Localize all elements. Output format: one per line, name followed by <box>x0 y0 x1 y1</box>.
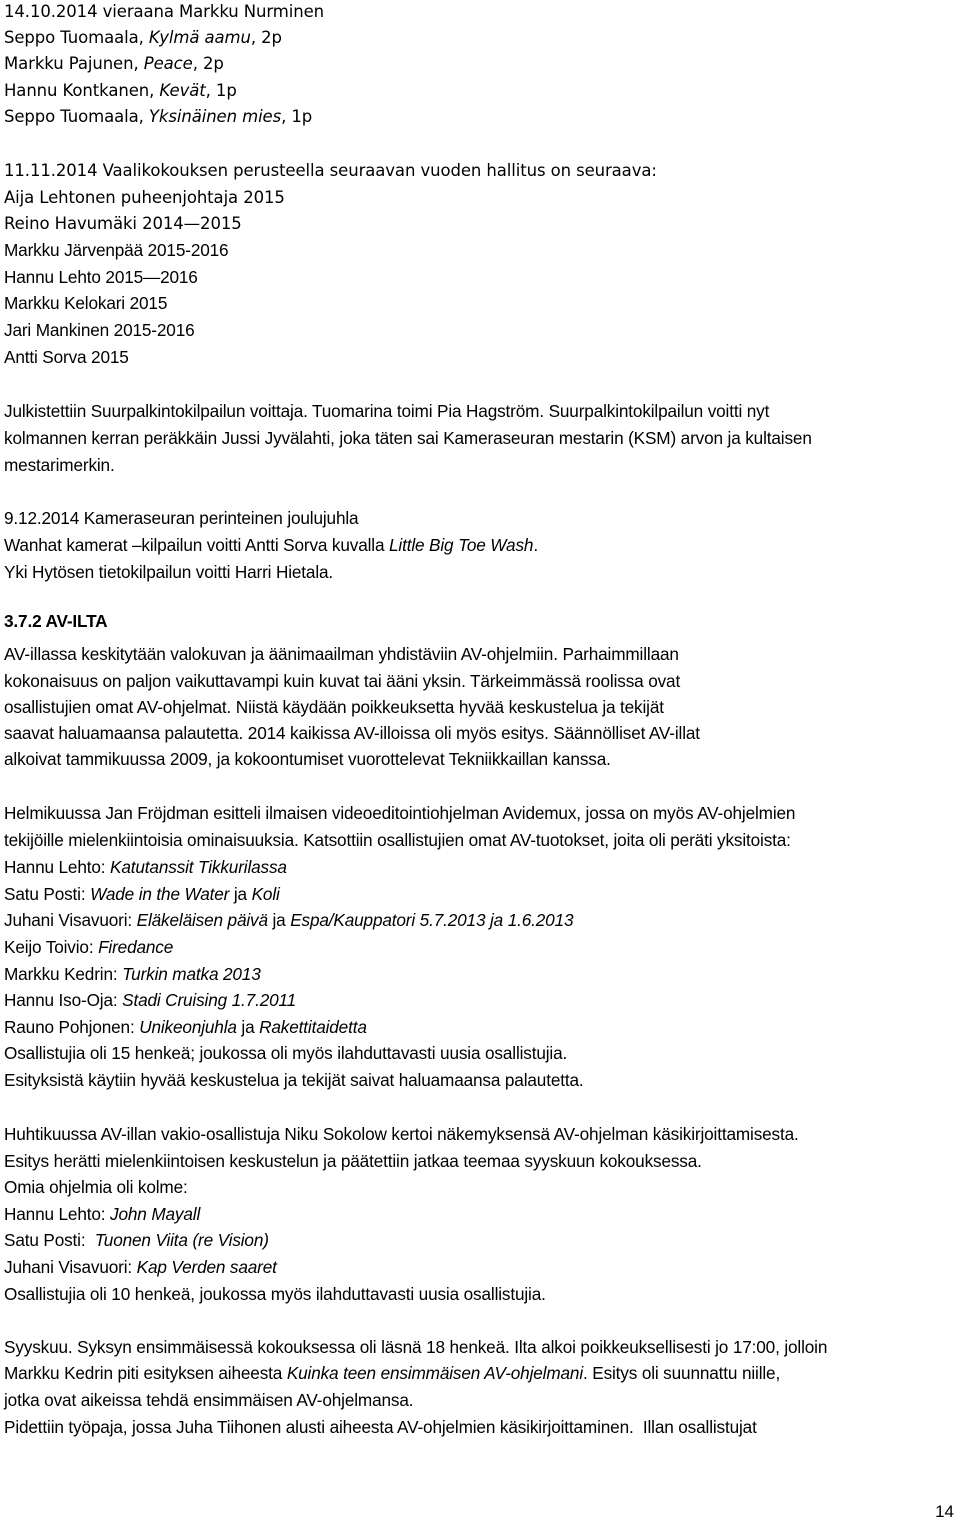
paragraph-line: Syyskuu. Syksyn ensimmäisessä kokouksessa oli läsnä 18 henkeä. Ilta alkoi poikkeuksellisesti jo 17:00, jolloin <box>4 1337 828 1357</box>
paragraph-line: Julkistettiin Suurpalkintokilpailun voittaja. Tuomarina toimi Pia Hagström. Suurpalkintokilpailun voitti nyt <box>4 401 770 421</box>
paragraph-line: Osallistujia oli 10 henkeä, joukossa myös ilahduttavasti uusia osallistujia. <box>4 1284 546 1304</box>
paragraph-line: alkoivat tammikuussa 2009, ja kokoontumiset vuorottelevat Tekniikkaillan kanssa. <box>4 749 611 769</box>
event-line: 9.12.2014 Kameraseuran perinteinen joulujuhla <box>4 508 359 528</box>
paragraph-line: Omia ohjelmia oli kolme: <box>4 1177 188 1197</box>
election-line: 11.11.2014 Vaalikokouksen perusteella seuraavan vuoden hallitus on seuraava: <box>4 161 657 180</box>
paragraph-line: osallistujien omat AV-ohjelmat. Niistä käydään poikkeuksetta hyvää keskustelua ja tekijät <box>4 697 664 717</box>
section-heading: 3.7.2 AV-ILTA <box>4 611 108 631</box>
visit-line: 14.10.2014 vieraana Markku Nurminen <box>4 2 324 21</box>
paragraph-line: kolmannen kerran peräkkäin Jussi Jyvälahti, joka täten sai Kameraseuran mestarin (KSM) arvon ja kultaisen <box>4 428 812 448</box>
program-entry: Satu Posti: Tuonen Viita (re Vision) <box>4 1230 269 1250</box>
board-member: Markku Kelokari 2015 <box>4 293 168 313</box>
paragraph-line: Helmikuussa Jan Fröjdman esitteli ilmaisen videoeditointiohjelman Avidemux, jossa on myös AV-ohjelmien <box>4 803 796 823</box>
paragraph-line: tekijöille mielenkiintoisia ominaisuuksia. Katsottiin osallistujien omat AV-tuotokset, joita oli peräti yksitoista: <box>4 830 791 850</box>
program-entry: Hannu Lehto: Katutanssit Tikkurilassa <box>4 857 287 877</box>
paragraph-line: Markku Kedrin piti esityksen aiheesta Kuinka teen ensimmäisen AV-ohjelmani. Esitys oli suunnattu niille, <box>4 1363 781 1383</box>
program-entry: Juhani Visavuori: Eläkeläisen päivä ja Espa/Kauppatori 5.7.2013 ja 1.6.2013 <box>4 910 574 930</box>
page-number: 14 <box>935 1502 954 1521</box>
paragraph-line: AV-illassa keskitytään valokuvan ja äänimaailman yhdistäviin AV-ohjelmiin. Parhaimmillaan <box>4 644 679 664</box>
paragraph-line: kokonaisuus on paljon vaikuttavampi kuin kuvat tai ääni yksin. Tärkeimmässä roolissa ovat <box>4 671 681 691</box>
board-member: Reino Havumäki 2014—2015 <box>4 214 242 233</box>
paragraph-line: saavat haluamaansa palautetta. 2014 kaikissa AV-illoissa oli myös esitys. Säännölliset AV-illat <box>4 723 700 743</box>
paragraph-line: Osallistujia oli 15 henkeä; joukossa oli myös ilahduttavasti uusia osallistujia. <box>4 1043 568 1063</box>
paragraph-line: jotka ovat aikeissa tehdä ensimmäisen AV-ohjelmansa. <box>4 1390 414 1410</box>
award-line: Hannu Kontkanen, Kevät, 1p <box>4 81 237 100</box>
program-entry: Satu Posti: Wade in the Water ja Koli <box>4 884 280 904</box>
board-member: Hannu Lehto 2015—2016 <box>4 267 198 287</box>
award-line: Seppo Tuomaala, Yksinäinen mies, 1p <box>4 107 313 126</box>
paragraph-line: Huhtikuussa AV-illan vakio-osallistuja Niku Sokolow kertoi näkemyksensä AV-ohjelman käsikirjoittamisesta. <box>4 1124 799 1144</box>
program-entry: Keijo Toivio: Firedance <box>4 937 174 957</box>
board-member: Markku Järvenpää 2015-2016 <box>4 240 229 260</box>
program-entry: Rauno Pohjonen: Unikeonjuhla ja Rakettitaidetta <box>4 1017 367 1037</box>
board-member: Antti Sorva 2015 <box>4 347 129 367</box>
program-entry: Hannu Lehto: John Mayall <box>4 1204 201 1224</box>
paragraph-line: mestarimerkin. <box>4 455 115 475</box>
paragraph-line: Esityksistä käytiin hyvää keskustelua ja tekijät saivat haluamaansa palautetta. <box>4 1070 584 1090</box>
board-member: Aija Lehtonen puheenjohtaja 2015 <box>4 188 285 207</box>
event-line: Yki Hytösen tietokilpailun voitti Harri Hietala. <box>4 562 334 582</box>
event-line: Wanhat kamerat –kilpailun voitti Antti Sorva kuvalla Little Big Toe Wash. <box>4 535 538 555</box>
program-entry: Hannu Iso-Oja: Stadi Cruising 1.7.2011 <box>4 990 297 1010</box>
paragraph-line: Pidettiin työpaja, jossa Juha Tiihonen alusti aiheesta AV-ohjelmien käsikirjoittaminen. Illan osallistujat <box>4 1417 757 1437</box>
paragraph-line: Esitys herätti mielenkiintoisen keskustelun ja päätettiin jatkaa teemaa syyskuun kokouksessa. <box>4 1151 702 1171</box>
award-line: Markku Pajunen, Peace, 2p <box>4 54 224 73</box>
program-entry: Juhani Visavuori: Kap Verden saaret <box>4 1257 277 1277</box>
board-member: Jari Mankinen 2015-2016 <box>4 320 195 340</box>
award-line: Seppo Tuomaala, Kylmä aamu, 2p <box>4 28 282 47</box>
program-entry: Markku Kedrin: Turkin matka 2013 <box>4 964 261 984</box>
